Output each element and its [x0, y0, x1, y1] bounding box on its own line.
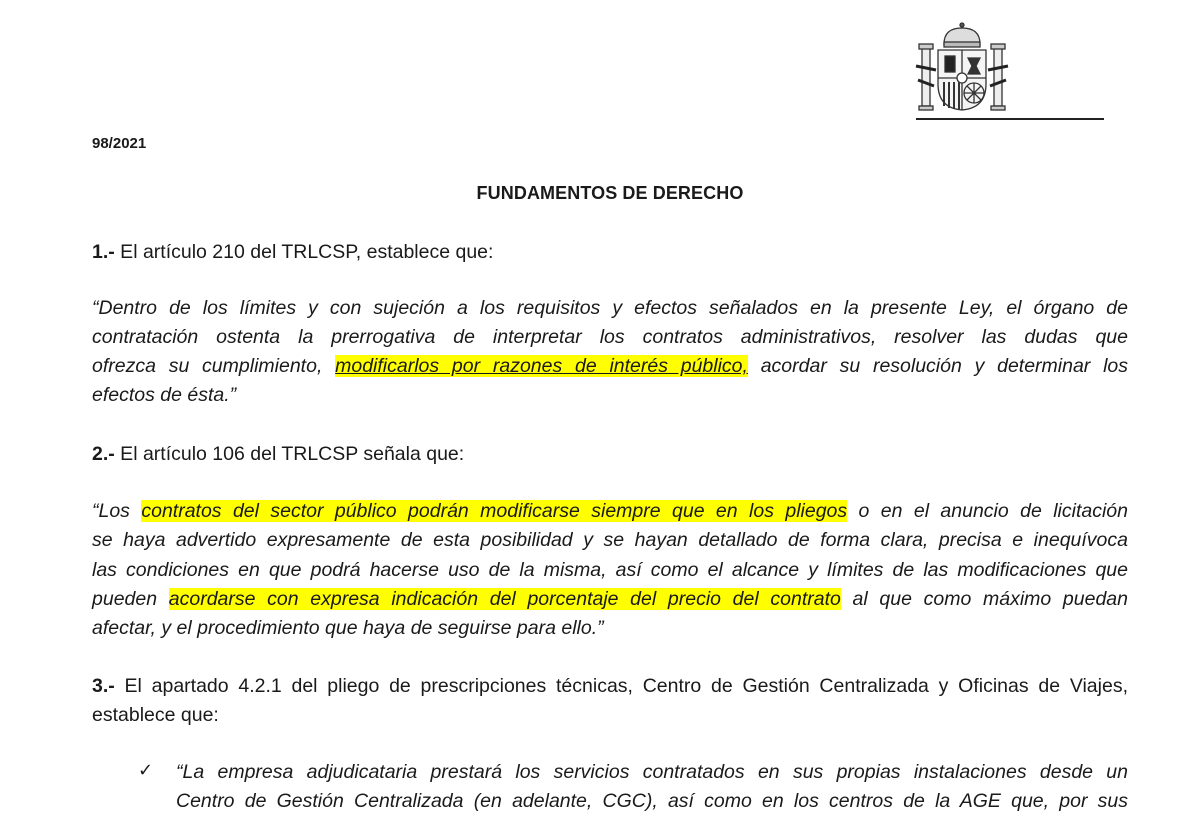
- point-3-intro: 3.- El apartado 4.2.1 del pliego de prescripciones técnicas, Centro de Gestión Centralizada y Oficinas de Viajes,: [92, 675, 1128, 697]
- point-number: 1.-: [92, 241, 115, 263]
- point-2-intro: 2.- El artículo 106 del TRLCSP señala que:: [92, 443, 465, 465]
- reference-number: 98/2021: [92, 135, 147, 152]
- quote-line: contratación ostenta la prerrogativa de interpretar los contratos administrativos, resolver las dudas que: [92, 326, 1128, 348]
- quote-line: afectar, y el procedimiento que haya de seguirse para ello.”: [92, 617, 604, 639]
- highlighted-text: contratos del sector público podrán modificarse siempre que en los pliegos: [141, 500, 848, 522]
- checkmark-icon: ✓: [138, 760, 154, 780]
- quote-line: ofrezca su cumplimiento, modificarlos por razones de interés público, acordar su resolución y determinar los: [92, 355, 1128, 377]
- bullet-quote-line: “La empresa adjudicataria prestará los servicios contratados en sus propias instalaciones desde un: [176, 761, 1128, 783]
- section-title: FUNDAMENTOS DE DERECHO: [476, 183, 744, 203]
- quote-line: las condiciones en que podrá hacerse uso de la misma, así como el alcance y límites de las modificaciones que: [92, 559, 1128, 581]
- point-number: 2.-: [92, 443, 115, 465]
- highlighted-text: acordarse con expresa indicación del porcentaje del precio del contrato: [168, 588, 841, 610]
- quote-line: efectos de ésta.”: [92, 384, 237, 406]
- quote-line: pueden acordarse con expresa indicación del porcentaje del precio del contrato al que como máximo puedan: [92, 588, 1128, 610]
- point-3-intro-cont: establece que:: [92, 704, 219, 726]
- bullet-quote-line: Centro de Gestión Centralizada (en adelante, CGC), así como en los centros de la AGE que, por sus: [176, 790, 1128, 812]
- header-rule: [916, 118, 1104, 120]
- coat-of-arms-icon: [914, 20, 1010, 116]
- highlighted-text: modificarlos por razones de interés público,: [335, 355, 748, 377]
- quote-line: “Los contratos del sector público podrán modificarse siempre que en los pliegos o en el anuncio de licitación: [92, 500, 1129, 522]
- point-1-intro: 1.- El artículo 210 del TRLCSP, establece que:: [92, 241, 494, 263]
- quote-line: “Dentro de los límites y con sujeción a los requisitos y efectos señalados en la presente Ley, el órgano de: [92, 297, 1128, 319]
- point-number: 3.-: [92, 675, 115, 697]
- quote-line: se haya advertido expresamente de esta posibilidad y se hayan detallado de forma clara, precisa e inequívoca: [92, 529, 1128, 551]
